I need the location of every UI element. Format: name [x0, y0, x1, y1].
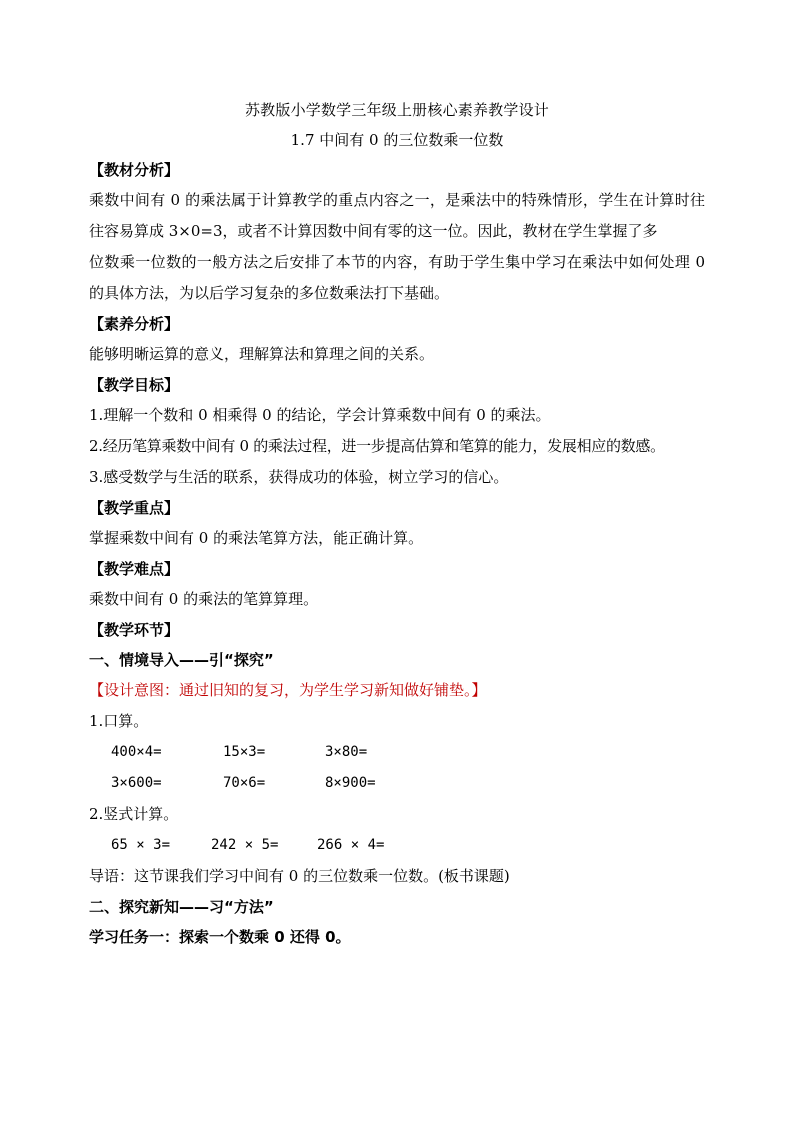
learning-task-1: 学习任务一：探索一个数乘 0 还得 0。: [89, 928, 351, 946]
vertical-calc-item: 242 × 5=: [211, 837, 279, 853]
vertical-calc-item: 65 × 3=: [111, 837, 171, 853]
oral-calc-item: 3×600=: [111, 775, 162, 791]
textbook-analysis-paragraph-1: 乘数中间有 0 的乘法属于计算教学的重点内容之一，是乘法中的特殊情形，学生在计算时往往容易算成 3×0=3，或者不计算因数中间有零的这一位。因此，教材在学生掌握了多: [89, 191, 705, 240]
vertical-calc-label: 2.竖式计算。: [89, 805, 179, 823]
heading-literacy-analysis: 【素养分析】: [89, 315, 180, 333]
lesson-guide-text: 导语：这节课我们学习中间有 0 的三位数乘一位数。(板书课题): [89, 867, 510, 885]
vertical-calc-row: [89, 830, 705, 861]
key-points-text: 掌握乘数中间有 0 的乘法笔算方法，能正确计算。: [89, 529, 424, 547]
heading-teaching-key-points: 【教学重点】: [89, 499, 180, 517]
goal-item-3: 3.感受数学与生活的联系，获得成功的体验，树立学习的信心。: [89, 468, 509, 486]
oral-calc-item: 400×4=: [111, 744, 162, 760]
heading-textbook-analysis: 【教材分析】: [89, 161, 180, 179]
part-2-heading: 二、探究新知——习“方法”: [89, 898, 274, 916]
design-intent-note: 【设计意图：通过旧知的复习，为学生学习新知做好铺垫。】: [89, 681, 487, 699]
textbook-analysis-paragraph-2: 位数乘一位数的一般方法之后安排了本节的内容，有助于学生集中学习在乘法中如何处理 0 的具体方法，为以后学习复杂的多位数乘法打下基础。: [89, 253, 705, 302]
document-title: 苏教版小学数学三年级上册核心素养教学设计: [244, 101, 549, 119]
oral-calc-item: 70×6=: [223, 775, 266, 791]
document-page: [89, 95, 705, 952]
literacy-analysis-text: 能够明晰运算的意义，理解算法和算理之间的关系。: [89, 345, 435, 363]
oral-calc-item: 15×3=: [223, 744, 266, 760]
part-1-heading: 一、情境导入——引“探究”: [89, 651, 274, 669]
oral-calc-label: 1.口算。: [89, 712, 149, 730]
oral-calc-row-1: [89, 737, 705, 768]
heading-teaching-process: 【教学环节】: [89, 621, 180, 639]
oral-calc-row-2: [89, 768, 705, 799]
oral-calc-item: 8×900=: [325, 775, 376, 791]
goal-item-2: 2.经历笔算乘数中间有 0 的乘法过程，进一步提高估算和笔算的能力，发展相应的数感。: [89, 437, 665, 455]
heading-teaching-goals: 【教学目标】: [89, 376, 180, 394]
lesson-subtitle: 1.7 中间有 0 的三位数乘一位数: [290, 131, 504, 149]
difficulty-text: 乘数中间有 0 的乘法的笔算算理。: [89, 590, 319, 608]
heading-teaching-difficulty: 【教学难点】: [89, 560, 180, 578]
vertical-calc-item: 266 × 4=: [317, 837, 385, 853]
goal-item-1: 1.理解一个数和 0 相乘得 0 的结论，学会计算乘数中间有 0 的乘法。: [89, 406, 551, 424]
oral-calc-item: 3×80=: [325, 744, 368, 760]
